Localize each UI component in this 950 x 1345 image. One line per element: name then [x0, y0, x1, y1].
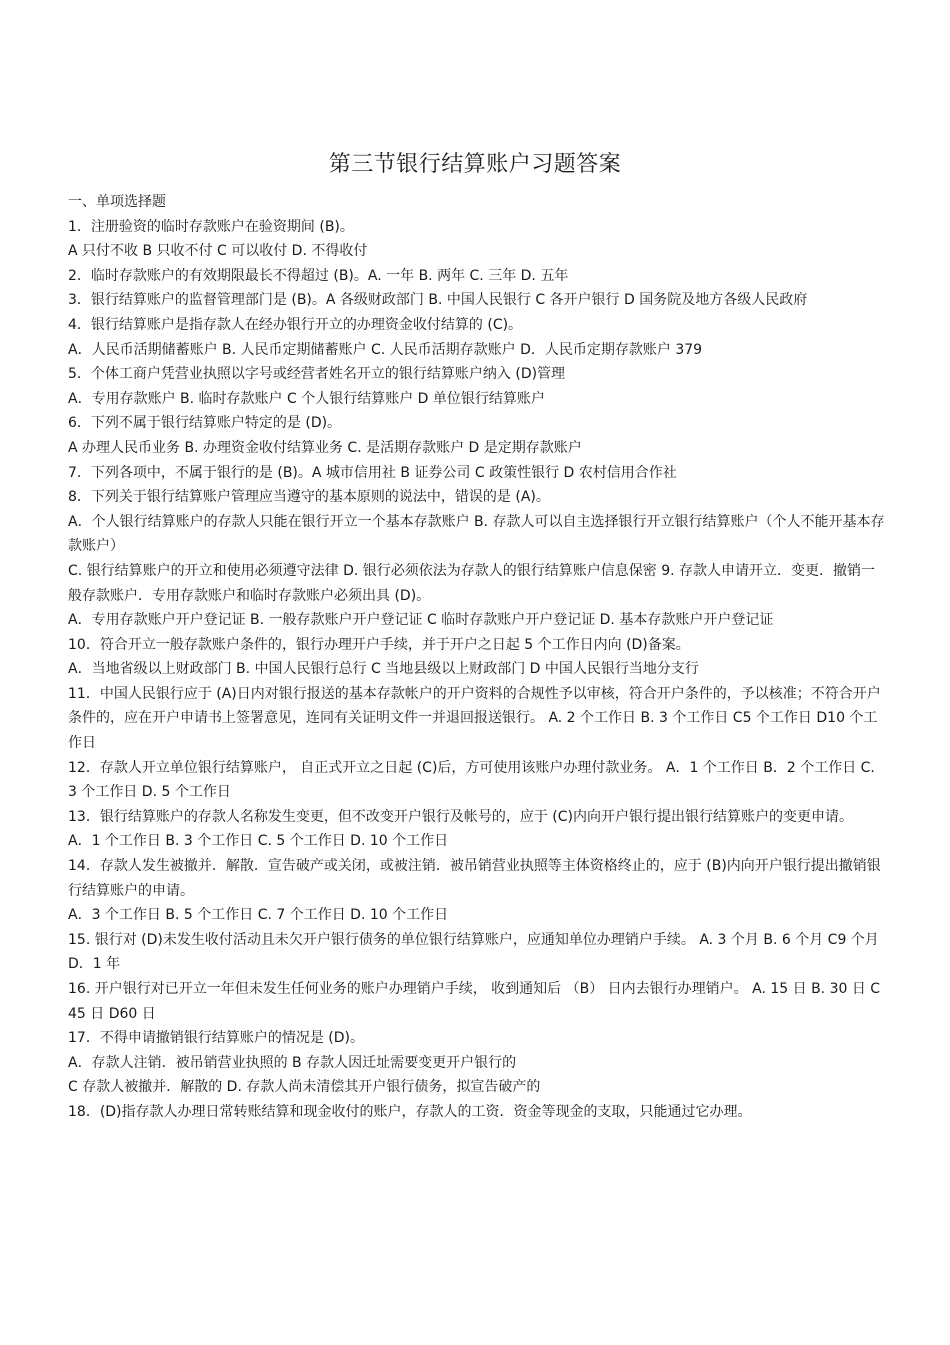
- paragraph: 5．个体工商户凭营业执照以字号或经营者姓名开立的银行结算账户纳入 (D)管理: [68, 366, 566, 383]
- paragraph: C 存款人被撤并．解散的 D. 存款人尚未清偿其开户银行债务，拟宣告破产的: [68, 1079, 541, 1096]
- paragraph: A．人民币活期储蓄账户 B. 人民币定期储蓄账户 C. 人民币活期存款账户 D．人民币定期存款账户 379: [68, 341, 703, 358]
- paragraph: 2．临时存款账户的有效期限最长不得超过 (B)。A. 一年 B. 两年 C. 三年 D. 五年: [68, 267, 569, 284]
- paragraph: 16. 开户银行对已开立一年但未发生任何业务的账户办理销户手续， 收到通知后 （B） 日内去银行办理销户。 A. 15 日 B. 30 日 C45 日 D60 日: [68, 981, 881, 1022]
- paragraph: C. 银行结算账户的开立和使用必须遵守法律 D. 银行必须依法为存款人的银行结算账户信息保密 9. 存款人申请开立．变更．撤销一般存款账户．专用存款账户和临时存款账户必须出具 (D)。: [68, 562, 876, 604]
- paragraph: 6．下列不属于银行结算账户特定的是 (D)。: [68, 415, 342, 432]
- paragraph: A．个人银行结算账户的存款人只能在银行开立一个基本存款账户 B. 存款人可以自主选择银行开立银行结算账户（个人不能开基本存款账户）: [68, 513, 885, 555]
- paragraph: 15. 银行对 (D)未发生收付活动且未欠开户银行债务的单位银行结算账户，应通知单位办理销户手续。 A. 3 个月 B. 6 个月 C9 个月 D．1 年: [68, 931, 879, 973]
- paragraph: A 办理人民币业务 B. 办理资金收付结算业务 C. 是活期存款账户 D 是定期存款账户: [68, 439, 582, 456]
- paragraph: 13．银行结算账户的存款人名称发生变更，但不改变开户银行及帐号的，应于 (C)内向开户银行提出银行结算账户的变更申请。: [68, 808, 853, 825]
- paragraph: 7．下列各项中，不属于银行的是 (B)。A 城市信用社 B 证券公司 C 政策性银行 D 农村信用合作社: [68, 464, 677, 481]
- paragraph: 18．(D)指存款人办理日常转账结算和现金收付的账户，存款人的工资．资金等现金的支取，只能通过它办理。: [68, 1103, 752, 1120]
- paragraph: 4．银行结算账户是指存款人在经办银行开立的办理资金收付结算的 (C)。: [68, 316, 523, 333]
- document-title: 第三节银行结算账户习题答案: [328, 152, 622, 177]
- paragraph-list: [68, 215, 888, 1125]
- paragraph: 12．存款人开立单位银行结算账户， 自正式开立之日起 (C)后，方可使用该账户办理付款业务。 A．1 个工作日 B．2 个工作日 C. 3 个工作日 D. 5 个工作日: [68, 759, 875, 801]
- paragraph: 1．注册验资的临时存款账户在验资期间 (B)。: [68, 218, 354, 235]
- paragraph: A．1 个工作日 B. 3 个工作日 C. 5 个工作日 D. 10 个工作日: [68, 833, 449, 850]
- paragraph: 11．中国人民银行应于 (A)日内对银行报送的基本存款帐户的开户资料的合规性予以审核，符合开户条件的，予以核准；不符合开户条件的，应在开户申请书上签署意见，连同有关证明文件一并退回报送银行。 A. 2 个工作日 B. 3 个工作日 C5 个工作日 D10 个工作日: [68, 685, 881, 752]
- paragraph: 8．下列关于银行结算账户管理应当遵守的基本原则的说法中，错误的是 (A)。: [68, 489, 550, 506]
- paragraph: A．专用存款账户开户登记证 B. 一般存款账户开户登记证 C 临时存款账户开户登记证 D. 基本存款账户开户登记证: [68, 612, 774, 629]
- paragraph: 17．不得申请撤销银行结算账户的情况是 (D)。: [68, 1030, 364, 1047]
- paragraph: 10．符合开立一般存款账户条件的，银行办理开户手续，并于开户之日起 5 个工作日内向 (D)备案。: [68, 636, 690, 653]
- paragraph: A．3 个工作日 B. 5 个工作日 C. 7 个工作日 D. 10 个工作日: [68, 907, 449, 924]
- section-heading: 一、单项选择题: [68, 194, 166, 210]
- document-body: [68, 190, 888, 1125]
- paragraph: 3．银行结算账户的监督管理部门是 (B)。A 各级财政部门 B. 中国人民银行 C 各开户银行 D 国务院及地方各级人民政府: [68, 292, 808, 309]
- paragraph: A．存款人注销．被吊销营业执照的 B 存款人因迁址需要变更开户银行的: [68, 1054, 517, 1071]
- paragraph: A 只付不收 B 只收不付 C 可以收付 D. 不得收付: [68, 243, 368, 260]
- paragraph: 14．存款人发生被撤并．解散．宣告破产或关闭，或被注销．被吊销营业执照等主体资格终止的，应于 (B)内向开户银行提出撤销银行结算账户的申请。: [68, 858, 881, 899]
- paragraph: A．当地省级以上财政部门 B. 中国人民银行总行 C 当地县级以上财政部门 D 中国人民银行当地分支行: [68, 661, 699, 678]
- paragraph: A．专用存款账户 B. 临时存款账户 C 个人银行结算账户 D 单位银行结算账户: [68, 390, 545, 407]
